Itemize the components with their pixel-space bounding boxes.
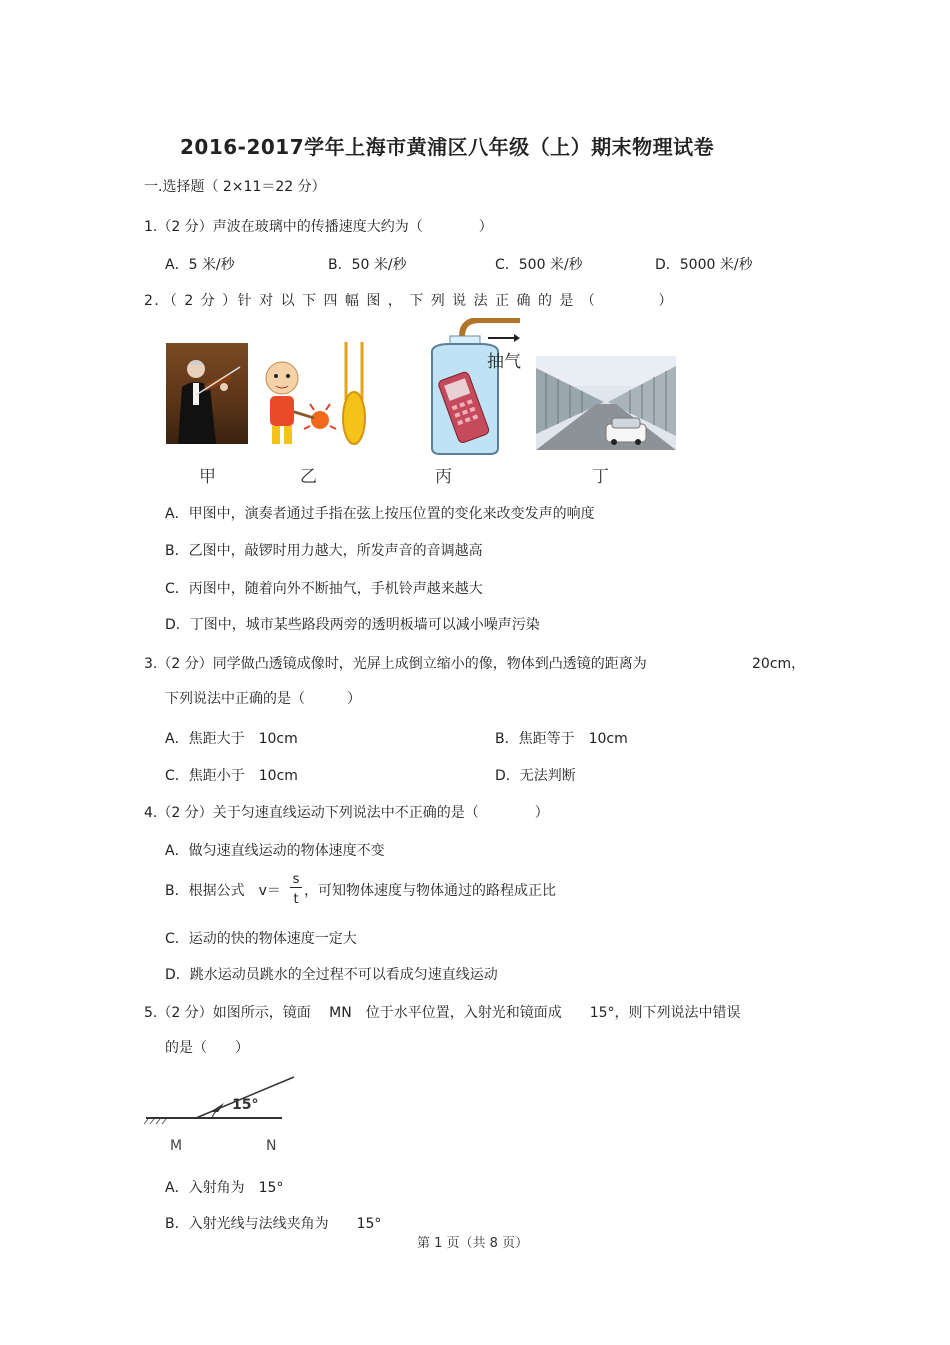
question-3-distance: 20cm， — [752, 656, 806, 672]
q3-option-a: A．焦距大于 10cm — [165, 731, 298, 747]
section-heading: 一.选择题（ 2×11＝22 分） — [144, 179, 326, 195]
page-footer: 第 1 页（共 8 页） — [417, 1236, 529, 1251]
question-4-stem: 4.（2 分）关于匀速直线运动下列说法中不正确的是（ ） — [144, 805, 549, 821]
caption-ding: 丁 — [592, 467, 609, 487]
q1-option-d: D．5000 米/秒 — [655, 257, 753, 273]
figure-violinist — [166, 343, 248, 444]
question-2-stem: 2．（ 2 分 ）针 对 以 下 四 幅 图 ， 下 列 说 法 正 确 的 是 （ ） — [144, 293, 674, 309]
figure-gong — [260, 340, 385, 448]
q2-option-a: A．甲图中，演奏者通过手指在弦上按压位置的变化来改变发声的响度 — [165, 506, 595, 522]
mirror-end-m: M — [170, 1138, 183, 1154]
figure-mirror-ray — [144, 1072, 304, 1132]
question-3-stem-cont: 下列说法中正确的是（ ） — [165, 691, 361, 707]
caption-yi: 乙 — [300, 467, 317, 487]
q2-option-d: D．丁图中，城市某些路段两旁的透明板墙可以减小噪声污染 — [165, 617, 540, 633]
q2-option-b: B．乙图中，敲锣时用力越大，所发声音的音调越高 — [165, 543, 483, 559]
formula-fraction-bar — [290, 887, 302, 888]
page-title: 2016-2017学年上海市黄浦区八年级（上）期末物理试卷 — [180, 135, 715, 159]
q5-option-a: A．入射角为 15° — [165, 1180, 284, 1196]
q4-option-a: A．做匀速直线运动的物体速度不变 — [165, 843, 385, 859]
q2-option-c: C．丙图中，随着向外不断抽气，手机铃声越来越大 — [165, 581, 483, 597]
figure-noise-barrier — [536, 356, 676, 450]
q4-option-c: C．运动的快的物体速度一定大 — [165, 931, 357, 947]
question-3-stem: 3.（2 分）同学做凸透镜成像时，光屏上成倒立缩小的像，物体到凸透镜的距离为 — [144, 656, 647, 672]
q3-option-c: C．焦距小于 10cm — [165, 768, 298, 784]
q4-option-d: D．跳水运动员跳水的全过程不可以看成匀速直线运动 — [165, 967, 498, 983]
question-5-stem-cont: 的是（ ） — [165, 1040, 249, 1056]
jar-label-pump-air: 抽气 — [487, 352, 521, 372]
q1-option-c: C．500 米/秒 — [495, 257, 583, 273]
formula-fraction-denominator: t — [293, 892, 299, 907]
mirror-angle-label: 15° — [232, 1097, 259, 1113]
caption-jia: 甲 — [199, 467, 216, 487]
q3-option-d: D．无法判断 — [495, 768, 576, 784]
q3-option-b: B．焦距等于 10cm — [495, 731, 628, 747]
caption-bing: 丙 — [435, 467, 452, 487]
q4-option-b-suffix: ，可知物体速度与物体通过的路程成正比 — [304, 883, 556, 899]
question-5-stem: 5.（2 分）如图所示，镜面 MN 位于水平位置，入射光和镜面成 15°，则下列说法中错误 — [144, 1005, 741, 1021]
mirror-end-n: N — [266, 1138, 277, 1154]
q1-option-b: B．50 米/秒 — [328, 257, 407, 273]
q1-option-a: A．5 米/秒 — [165, 257, 235, 273]
q5-option-b: B．入射光线与法线夹角为 15° — [165, 1216, 382, 1232]
formula-fraction-numerator: s — [292, 872, 300, 887]
q4-option-b-prefix: B．根据公式 v＝ — [165, 883, 281, 899]
question-1-stem: 1.（2 分）声波在玻璃中的传播速度大约为（ ） — [144, 219, 493, 235]
figure-bell-jar — [410, 318, 535, 456]
